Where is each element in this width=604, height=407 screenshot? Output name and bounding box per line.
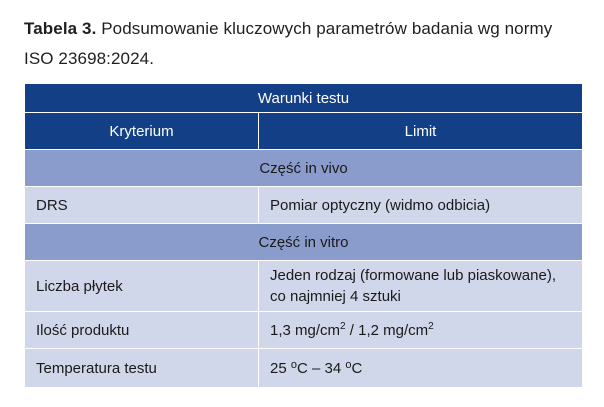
superscript: 2 (428, 320, 434, 332)
degree-sign: o (290, 359, 297, 371)
degree-sign: o (345, 359, 352, 371)
limit-part: 25 (270, 360, 291, 377)
caption-label: Tabela 3. (24, 19, 97, 38)
group-header: Warunki testu (25, 84, 583, 113)
limit-cell (259, 312, 583, 349)
caption-text-line2: ISO 23698:2024. (24, 49, 155, 68)
limit-cell (259, 349, 583, 388)
limit-part: 1,3 mg/cm (270, 321, 341, 339)
col-header-criterion: Kryterium (25, 113, 259, 150)
limit-part: / 1,2 mg/cm (345, 321, 429, 339)
table-row (25, 187, 583, 224)
section-in-vitro: Część in vitro (25, 224, 583, 261)
parameters-table (24, 83, 583, 388)
table-row (25, 312, 583, 349)
table-row (25, 261, 583, 312)
limit-part: C (351, 360, 363, 377)
caption-text-line1: Podsumowanie kluczowych parametrów badania wg normy (101, 19, 553, 38)
table-caption (24, 14, 592, 74)
criterion-cell: DRS (25, 187, 259, 224)
criterion-cell: Ilość produktu (25, 312, 259, 349)
criterion-cell: Temperatura testu (25, 349, 259, 388)
table-row (25, 349, 583, 388)
criterion-cell: Liczba płytek (25, 261, 259, 312)
section-in-vivo: Część in vivo (25, 150, 583, 187)
col-header-limit: Limit (259, 113, 583, 150)
limit-line: co najmniej 4 sztuki (270, 288, 401, 305)
limit-cell (259, 261, 583, 312)
limit-line: Jeden rodzaj (formowane lub piaskowane), (270, 267, 556, 284)
limit-part: C – 34 (296, 360, 346, 377)
superscript: 2 (340, 320, 346, 332)
limit-cell: Pomiar optyczny (widmo odbicia) (259, 187, 583, 224)
